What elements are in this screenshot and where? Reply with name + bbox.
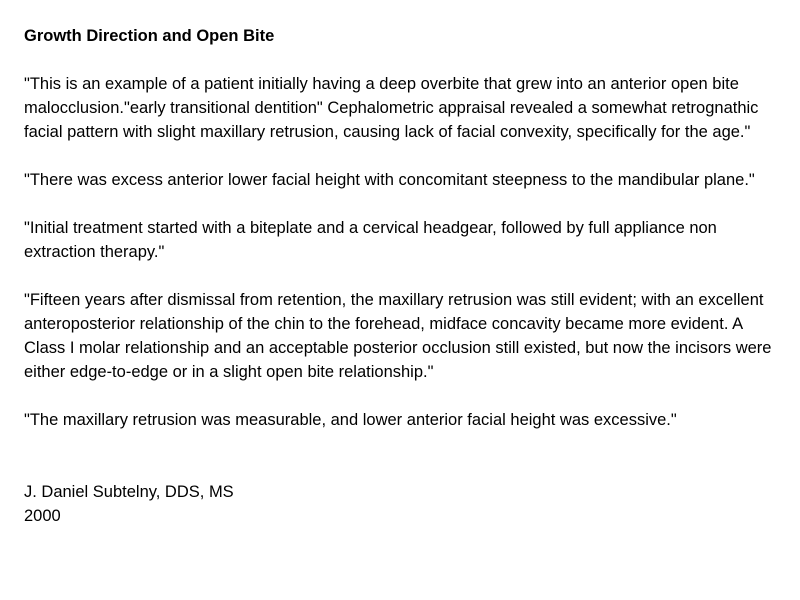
paragraph-4: "Fifteen years after dismissal from retention, the maxillary retrusion was still evident; with an excellent anteroposterior relationship of the chin to the forehead, midface concavity became more evident. A Class I molar relationship and an acceptable posterior occlusion still existed, but now the incisors were either edge-to-edge or in a slight open bite relationship." — [24, 291, 772, 381]
paragraph-2: "There was excess anterior lower facial height with concomitant steepness to the mandibular plane." — [24, 171, 755, 189]
author-name: J. Daniel Subtelny, DDS, MS — [24, 483, 234, 501]
signature-block — [24, 480, 776, 528]
paragraph-3: "Initial treatment started with a biteplate and a cervical headgear, followed by full appliance non extraction therapy." — [24, 219, 717, 261]
paragraph-5: "The maxillary retrusion was measurable, and lower anterior facial height was excessive." — [24, 411, 677, 429]
document-title: Growth Direction and Open Bite — [24, 27, 275, 45]
paragraph-1: "This is an example of a patient initially having a deep overbite that grew into an anterior open bite malocclusion."early transitional dentition" Cephalometric appraisal revealed a somewhat retrognathic facial pattern with slight maxillary retrusion, causing lack of facial convexity, specifically for the age." — [24, 75, 759, 141]
publication-year: 2000 — [24, 507, 61, 525]
